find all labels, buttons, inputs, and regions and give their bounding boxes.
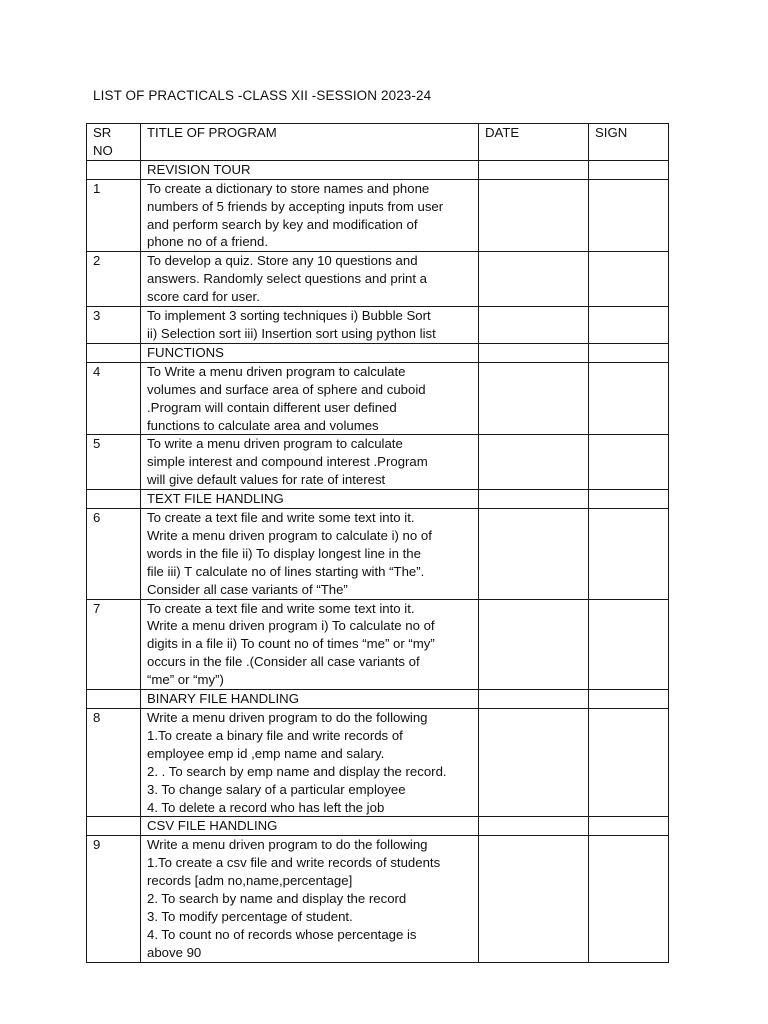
program-title-cell: To create a text file and write some text into it. Write a menu driven program i) To calculate no of digits in a file ii) To count no of times “me” or “my” occurs in the file .(Consider all case variants of “me” or “my”) — [141, 599, 479, 690]
date-cell — [479, 709, 589, 817]
sign-cell — [589, 307, 669, 344]
program-title-cell: To create a dictionary to store names and phone numbers of 5 friends by accepting inputs from user and perform search by key and modification of phone no of a friend. — [141, 179, 479, 252]
sr-no-cell: 5 — [87, 435, 141, 490]
section-row — [87, 690, 669, 709]
sr-no-cell — [87, 490, 141, 509]
date-cell — [479, 252, 589, 307]
date-cell — [479, 435, 589, 490]
section-row — [87, 490, 669, 509]
table-row — [87, 599, 669, 690]
date-cell — [479, 690, 589, 709]
sr-no-cell: 8 — [87, 709, 141, 817]
sign-cell — [589, 435, 669, 490]
sign-cell — [589, 836, 669, 962]
sr-no-cell: 9 — [87, 836, 141, 962]
section-title-cell: BINARY FILE HANDLING — [141, 690, 479, 709]
header-date: DATE — [479, 124, 589, 161]
section-title-cell: TEXT FILE HANDLING — [141, 490, 479, 509]
date-cell — [479, 509, 589, 600]
section-title-cell: CSV FILE HANDLING — [141, 817, 479, 836]
date-cell — [479, 160, 589, 179]
date-cell — [479, 490, 589, 509]
date-cell — [479, 362, 589, 435]
sign-cell — [589, 817, 669, 836]
header-sign: SIGN — [589, 124, 669, 161]
practicals-table — [86, 123, 669, 963]
table-row — [87, 509, 669, 600]
sr-no-cell — [87, 690, 141, 709]
date-cell — [479, 817, 589, 836]
section-row — [87, 160, 669, 179]
date-cell — [479, 599, 589, 690]
table-row — [87, 836, 669, 962]
date-cell — [479, 836, 589, 962]
sr-no-cell: 7 — [87, 599, 141, 690]
sign-cell — [589, 179, 669, 252]
header-row — [87, 124, 669, 161]
header-sr-no: SR NO — [87, 124, 141, 161]
date-cell — [479, 343, 589, 362]
date-cell — [479, 179, 589, 252]
program-title-cell: To create a text file and write some text into it. Write a menu driven program to calculate i) no of words in the file ii) To display longest line in the file iii) T calculate no of lines starting with “The”. Consider all case variants of “The” — [141, 509, 479, 600]
section-title-cell: FUNCTIONS — [141, 343, 479, 362]
date-cell — [479, 307, 589, 344]
sr-no-cell — [87, 817, 141, 836]
sign-cell — [589, 160, 669, 179]
sr-no-cell: 6 — [87, 509, 141, 600]
table-header — [87, 124, 669, 161]
sign-cell — [589, 599, 669, 690]
sign-cell — [589, 252, 669, 307]
sr-no-cell: 2 — [87, 252, 141, 307]
sign-cell — [589, 343, 669, 362]
section-row — [87, 343, 669, 362]
table-row — [87, 252, 669, 307]
program-title-cell: To develop a quiz. Store any 10 questions and answers. Randomly select questions and print a score card for user. — [141, 252, 479, 307]
table-row — [87, 709, 669, 817]
table-row — [87, 362, 669, 435]
program-title-cell: Write a menu driven program to do the following 1.To create a binary file and write records of employee emp id ,emp name and salary. 2. . To search by emp name and display the record. 3. To change salary of a particular employee 4. To delete a record who has left the job — [141, 709, 479, 817]
program-title-cell: To Write a menu driven program to calculate volumes and surface area of sphere and cuboid .Program will contain different user defined functions to calculate area and volumes — [141, 362, 479, 435]
section-title-cell: REVISION TOUR — [141, 160, 479, 179]
sr-no-cell: 1 — [87, 179, 141, 252]
sr-no-cell: 4 — [87, 362, 141, 435]
sign-cell — [589, 709, 669, 817]
sign-cell — [589, 490, 669, 509]
sign-cell — [589, 362, 669, 435]
sr-no-cell — [87, 343, 141, 362]
sr-no-cell: 3 — [87, 307, 141, 344]
program-title-cell: To implement 3 sorting techniques i) Bubble Sort ii) Selection sort iii) Insertion sort using python list — [141, 307, 479, 344]
table-body — [87, 160, 669, 962]
sr-no-cell — [87, 160, 141, 179]
sign-cell — [589, 509, 669, 600]
program-title-cell: To write a menu driven program to calculate simple interest and compound interest .Program will give default values for rate of interest — [141, 435, 479, 490]
table-row — [87, 435, 669, 490]
table-row — [87, 179, 669, 252]
document-title: LIST OF PRACTICALS -CLASS XII -SESSION 2023-24 — [93, 88, 432, 103]
table-row — [87, 307, 669, 344]
section-row — [87, 817, 669, 836]
header-title-of-program: TITLE OF PROGRAM — [141, 124, 479, 161]
program-title-cell: Write a menu driven program to do the following 1.To create a csv file and write records of students records [adm no,name,percentage] 2. To search by name and display the record 3. To modify percentage of student. 4. To count no of records whose percentage is above 90 — [141, 836, 479, 962]
sign-cell — [589, 690, 669, 709]
